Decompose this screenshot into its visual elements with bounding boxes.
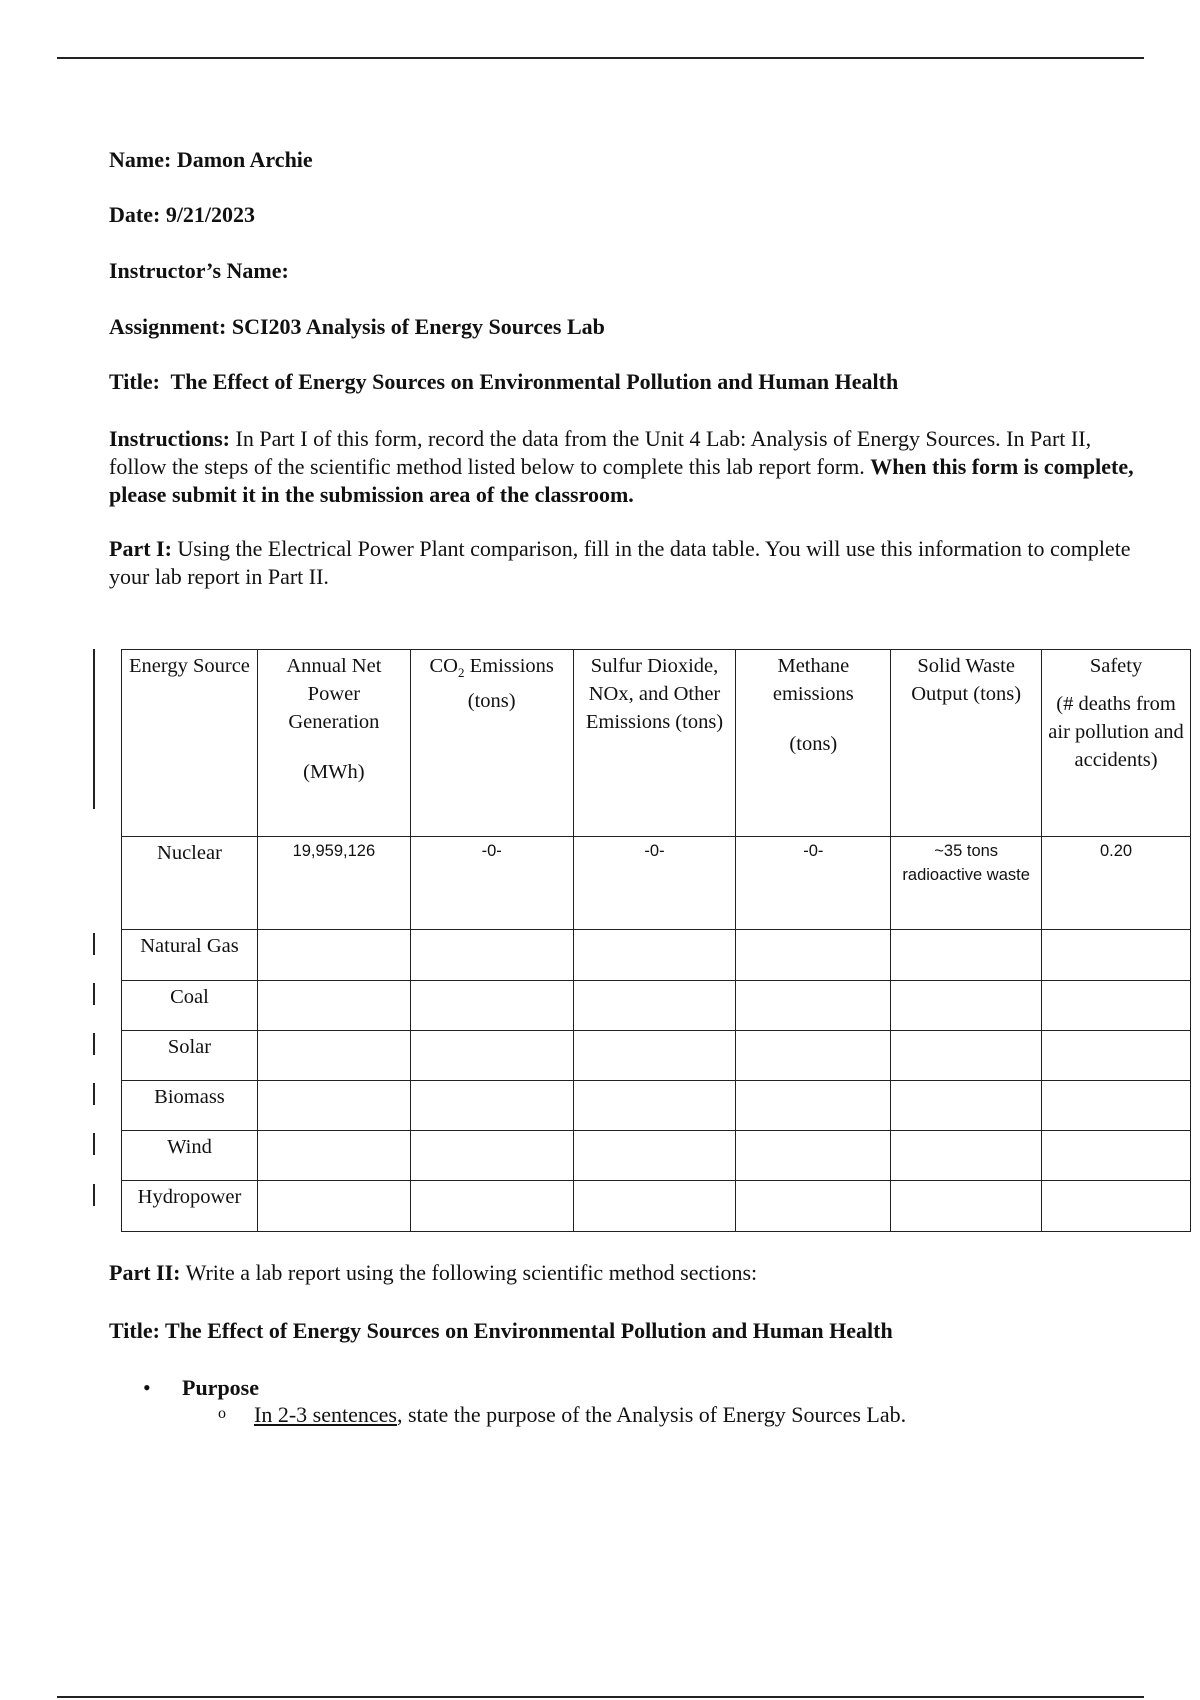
title-label: Title: bbox=[109, 369, 160, 394]
header-solid-waste: Solid Waste Output (tons) bbox=[891, 650, 1042, 837]
bottom-rule bbox=[57, 1696, 1144, 1698]
header-power-generation bbox=[257, 650, 410, 837]
table-row-nuclear bbox=[122, 837, 1191, 930]
date-line bbox=[109, 201, 255, 229]
name-line bbox=[109, 146, 313, 174]
change-bar bbox=[93, 983, 95, 1005]
part2-line bbox=[109, 1259, 757, 1287]
energy-data-table bbox=[121, 649, 1191, 1232]
instructions-label: Instructions: bbox=[109, 426, 231, 451]
header-methane-label: Methane emissions bbox=[772, 655, 854, 705]
part2-title: Title: The Effect of Energy Sources on Environmental Pollution and Human Health bbox=[109, 1318, 893, 1343]
assignment-line bbox=[109, 313, 605, 341]
date-value: 9/21/2023 bbox=[165, 202, 256, 227]
table-row bbox=[122, 1131, 1191, 1181]
instructor-label: Instructor’s Name: bbox=[109, 258, 289, 283]
header-safety bbox=[1042, 650, 1191, 837]
assignment-label: Assignment: bbox=[109, 314, 227, 339]
purpose-rest: , state the purpose of the Analysis of Energy Sources Lab. bbox=[396, 1402, 907, 1427]
instructor-line bbox=[109, 257, 289, 285]
header-co2-emissions-label: Emissions bbox=[464, 655, 554, 677]
part1-text: Using the Electrical Power Plant comparison, fill in the data table. You will use this information to complete your lab report in Part II. bbox=[109, 536, 1131, 589]
header-methane-unit: (tons) bbox=[789, 733, 838, 755]
purpose-underlined: In 2-3 sentences bbox=[254, 1402, 397, 1427]
cell-source-wind: Wind bbox=[122, 1131, 258, 1181]
header-safety-label: Safety bbox=[1089, 655, 1143, 677]
change-bar bbox=[93, 1033, 95, 1055]
change-bar bbox=[93, 1083, 95, 1105]
cell-nuclear-methane: -0- bbox=[736, 837, 891, 930]
part1-label: Part I: bbox=[109, 536, 172, 561]
circle-bullet-icon: o bbox=[218, 1405, 226, 1422]
table-header-row bbox=[122, 650, 1191, 837]
assignment-value: SCI203 Analysis of Energy Sources Lab bbox=[231, 314, 605, 339]
cell-source-hydropower: Hydropower bbox=[122, 1181, 258, 1232]
cell-nuclear-solid-waste: ~35 tons radioactive waste bbox=[891, 837, 1042, 930]
cell-source-nuclear: Nuclear bbox=[122, 837, 258, 930]
cell-nuclear-co2: -0- bbox=[410, 837, 573, 930]
header-power-label: Annual Net Power Generation bbox=[286, 655, 382, 733]
cell-nuclear-power: 19,959,126 bbox=[257, 837, 410, 930]
change-bar bbox=[93, 1133, 95, 1155]
title-value: The Effect of Energy Sources on Environmental Pollution and Human Health bbox=[170, 369, 899, 394]
header-co2-subscript: 2 bbox=[457, 665, 465, 681]
change-bar bbox=[93, 933, 95, 955]
instructions-text: In Part I of this form, record the data from the Unit 4 Lab: Analysis of Energy Sources. In Part II, follow the steps of the scientific method listed below to complete this lab report form. bbox=[109, 426, 1092, 479]
bullet-icon: • bbox=[143, 1375, 151, 1400]
instructions-bold-text: When this form is complete, please submit it in the submission area of the classroom. bbox=[109, 454, 1134, 507]
instructions-paragraph bbox=[109, 425, 1139, 509]
cell-source-natural-gas: Natural Gas bbox=[122, 930, 258, 981]
header-sulfur-emissions: Sulfur Dioxide, NOx, and Other Emissions (tons) bbox=[573, 650, 736, 837]
part2-label: Part II: bbox=[109, 1260, 181, 1285]
change-bar bbox=[93, 649, 95, 809]
top-rule bbox=[57, 57, 1144, 59]
header-co2-unit: (tons) bbox=[467, 690, 516, 713]
header-power-unit: (MWh) bbox=[303, 761, 365, 783]
table-row bbox=[122, 1181, 1191, 1232]
cell-source-solar: Solar bbox=[122, 1031, 258, 1081]
table-row bbox=[122, 981, 1191, 1031]
change-bar bbox=[93, 1184, 95, 1206]
cell-nuclear-safety: 0.20 bbox=[1042, 837, 1191, 930]
table-row bbox=[122, 1081, 1191, 1131]
title-line bbox=[109, 368, 898, 396]
name-label: Name: bbox=[109, 147, 172, 172]
header-co2-label: CO bbox=[429, 655, 458, 677]
name-value: Damon Archie bbox=[176, 147, 313, 172]
cell-source-biomass: Biomass bbox=[122, 1081, 258, 1131]
cell-source-coal: Coal bbox=[122, 981, 258, 1031]
table-row bbox=[122, 1031, 1191, 1081]
date-label: Date: bbox=[109, 202, 161, 227]
header-methane-emissions bbox=[736, 650, 891, 837]
part1-paragraph bbox=[109, 535, 1139, 591]
purpose-heading: Purpose bbox=[182, 1375, 259, 1400]
header-co2-emissions bbox=[410, 650, 573, 837]
part2-text: Write a lab report using the following scientific method sections: bbox=[180, 1260, 758, 1285]
header-safety-detail: (# deaths from air pollution and accidents) bbox=[1048, 693, 1184, 771]
purpose-instruction bbox=[254, 1401, 906, 1429]
table-row bbox=[122, 930, 1191, 981]
header-energy-source: Energy Source bbox=[122, 650, 258, 837]
cell-nuclear-sulfur: -0- bbox=[573, 837, 736, 930]
